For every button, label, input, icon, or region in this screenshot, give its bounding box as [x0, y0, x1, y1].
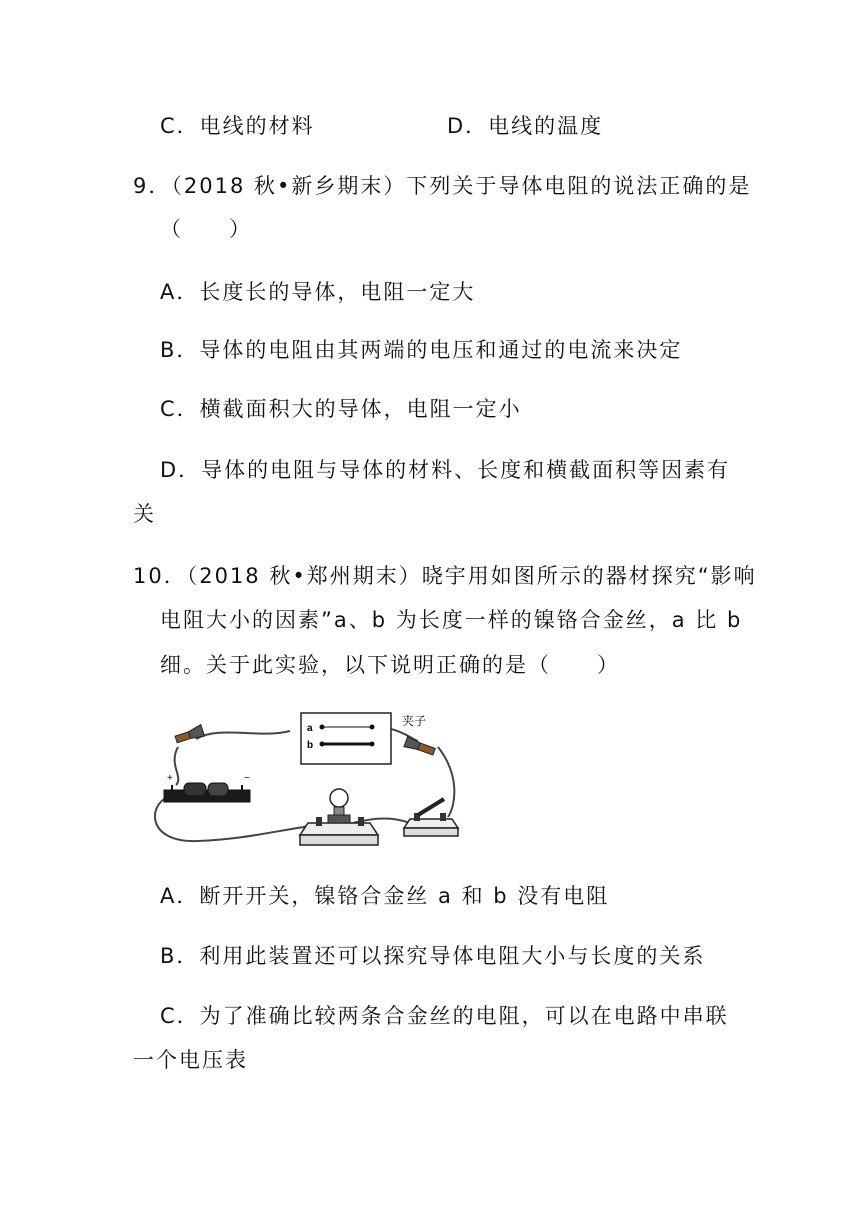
lamp	[300, 789, 378, 845]
q10-option-c-line-2: 一个电压表	[133, 1048, 248, 1072]
battery-minus-label: −	[244, 773, 250, 784]
wire-right-clip-to-switch	[438, 747, 454, 817]
wire-battery-to-lamp	[155, 797, 318, 841]
battery	[164, 773, 250, 802]
q9-stem-line-1: 9．（2018 秋•新乡期末）下列关于导体电阻的说法正确的是	[133, 174, 752, 198]
wire-clip-to-battery	[175, 747, 179, 785]
wire-a-label: a	[307, 723, 313, 734]
wire-board-to-left-clip	[196, 731, 290, 739]
q8-option-c: C．电线的材料	[160, 114, 315, 138]
q9-option-c: C．横截面积大的导体，电阻一定小	[160, 397, 522, 421]
battery-plus-label: +	[167, 773, 173, 784]
q9-option-d-line-1: D．导体的电阻与导体的材料、长度和横截面积等因素有	[160, 458, 731, 482]
q8-option-d: D．电线的温度	[447, 114, 604, 138]
q10-stem-line-3: 细。关于此实验，以下说明正确的是（ ）	[160, 653, 620, 677]
q10-stem-line-1: 10．（2018 秋•郑州期末）晓宇用如图所示的器材探究“影响	[133, 564, 757, 588]
q9-stem-line-2: （ ）	[160, 217, 252, 241]
circuit-figure	[148, 705, 478, 855]
left-clip	[174, 725, 204, 745]
lightbulb-icon	[330, 789, 348, 807]
q9-option-d-line-2: 关	[133, 502, 156, 526]
q10-option-a: A．断开开关，镍铬合金丝 a 和 b 没有电阻	[160, 884, 610, 908]
clip-label: 夹子	[402, 714, 427, 728]
wire-board	[301, 713, 391, 764]
switch-lever	[418, 799, 444, 815]
q10-option-c-line-1: C．为了准确比较两条合金丝的电阻，可以在电路中串联	[160, 1004, 729, 1028]
q9-option-b: B．导体的电阻由其两端的电压和通过的电流来决定	[160, 338, 683, 362]
switch	[404, 799, 458, 836]
right-clip	[404, 736, 436, 757]
q9-option-a: A．长度长的导体，电阻一定大	[160, 280, 476, 304]
wire-b-label: b	[307, 740, 314, 751]
q10-option-b: B．利用此装置还可以探究导体电阻大小与长度的关系	[160, 944, 706, 968]
q10-stem-line-2: 电阻大小的因素”a、b 为长度一样的镍铬合金丝，a 比 b	[160, 608, 743, 632]
